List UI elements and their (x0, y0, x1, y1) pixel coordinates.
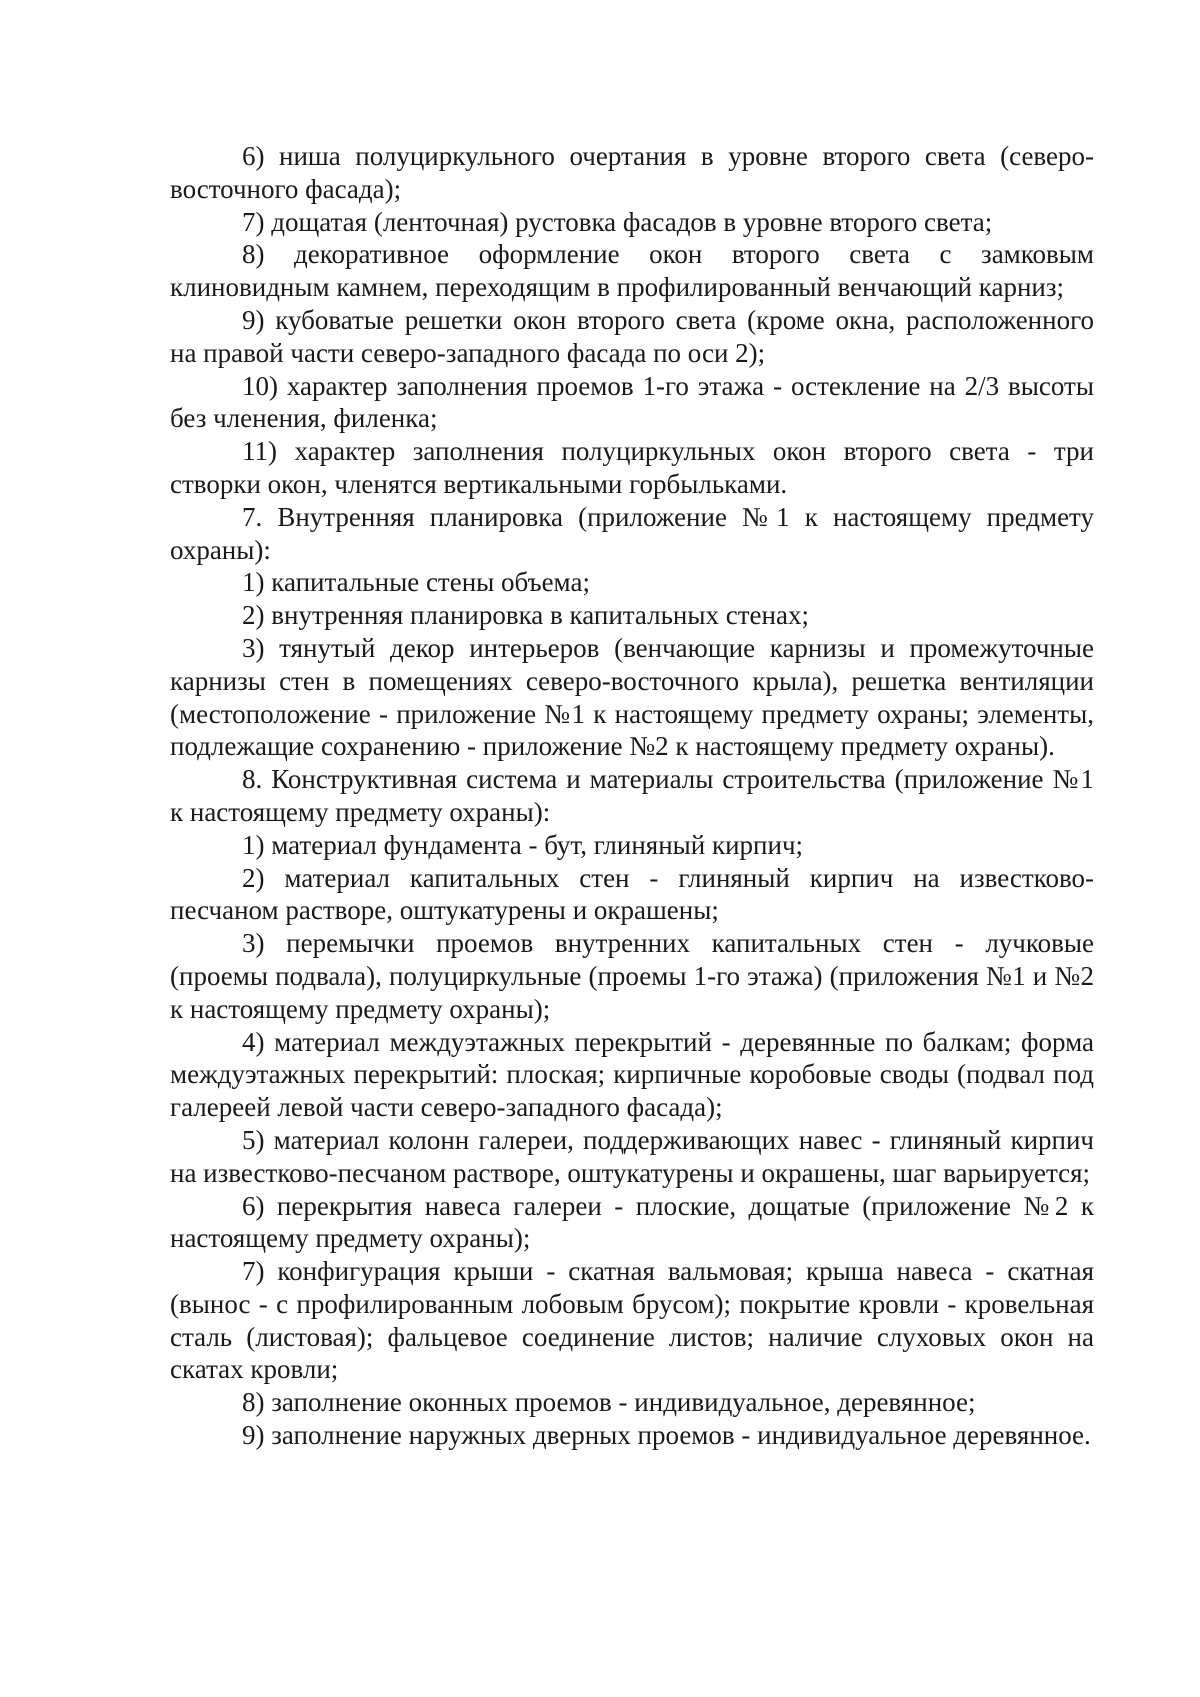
section-8-item-4: 4) материал междуэтажных перекрытий - деревянные по балкам; форма междуэтажных перекрытий: плоская; кирпичные коробовые своды (подвал под галереей левой части северо-западного фасада); (170, 1026, 1094, 1123)
document-page (170, 140, 1094, 1452)
section-8-item-5: 5) материал колонн галереи, поддерживающих навес - глиняный кирпич на известково-песчаном растворе, оштукатурены и окрашены, шаг варьируется; (170, 1124, 1094, 1188)
section-7-item-3: 3) тянутый декор интерьеров (венчающие карнизы и промежуточные карнизы стен в помещениях северо-восточного крыла), решетка вентиляции (местоположение - приложение №1 к настоящему предмету охраны; элементы, подлежащие сохранению - приложение №2 к настоящему предмету охраны). (170, 632, 1094, 762)
section-8-item-9: 9) заполнение наружных дверных проемов - индивидуальное деревянное. (242, 1420, 1091, 1451)
paragraph-item-11-semicircular-windows: 11) характер заполнения полуциркульных окон второго света - три створки окон, членятся вертикальными горбыльками. (170, 436, 1094, 499)
paragraph-item-10-opening-fill: 10) характер заполнения проемов 1-го этажа - остекление на 2/3 высоты без членения, филенка; (170, 370, 1094, 434)
paragraph-item-7-rustication: 7) дощатая (ленточная) рустовка фасадов в уровне второго света; (242, 206, 993, 237)
section-7-item-2: 2) внутренняя планировка в капитальных стенах; (242, 600, 809, 631)
section-8-item-3: 3) перемычки проемов внутренних капитальных стен - лучковые (проемы подвала), полуциркульные (проемы 1-го этажа) (приложения №1 и №2 к настоящему предмету охраны); (170, 928, 1094, 1024)
section-8-item-7: 7) конфигурация крыши - скатная вальмовая; крыша навеса - скатная (вынос - с профилированным лобовым брусом); покрытие кровли - кровельная сталь (листовая); фальцевое соединение листов; наличие слуховых окон на скатах кровли; (170, 1256, 1094, 1385)
paragraph-item-8-window-decor: 8) декоративное оформление окон второго света с замковым клиновидным камнем, переходящим в профилированный венчающий карниз; (170, 239, 1094, 303)
section-8-item-6: 6) перекрытия навеса галереи - плоские, дощатые (приложение №2 к настоящему предмету охраны); (170, 1190, 1094, 1254)
section-8-heading: 8. Конструктивная система и материалы строительства (приложение №1 к настоящему предмету охраны): (170, 764, 1094, 827)
section-8-item-8: 8) заполнение оконных проемов - индивидуальное, деревянное; (242, 1387, 976, 1418)
section-7-heading: 7. Внутренняя планировка (приложение №1 к настоящему предмету охраны): (170, 501, 1094, 565)
section-8-item-1: 1) материал фундамента - бут, глиняный кирпич; (242, 829, 804, 860)
section-8-item-2: 2) материал капитальных стен - глиняный кирпич на известково-песчаном растворе, оштукатурены и окрашены; (170, 862, 1094, 926)
paragraph-item-9-window-grilles: 9) кубоватые решетки окон второго света (кроме окна, расположенного на правой части северо-западного фасада по оси 2); (170, 304, 1094, 368)
paragraph-item-6-niche: 6) ниша полуциркульного очертания в уровне второго света (северо-восточного фасада); (170, 141, 1094, 204)
section-7-item-1: 1) капитальные стены объема; (242, 567, 590, 598)
